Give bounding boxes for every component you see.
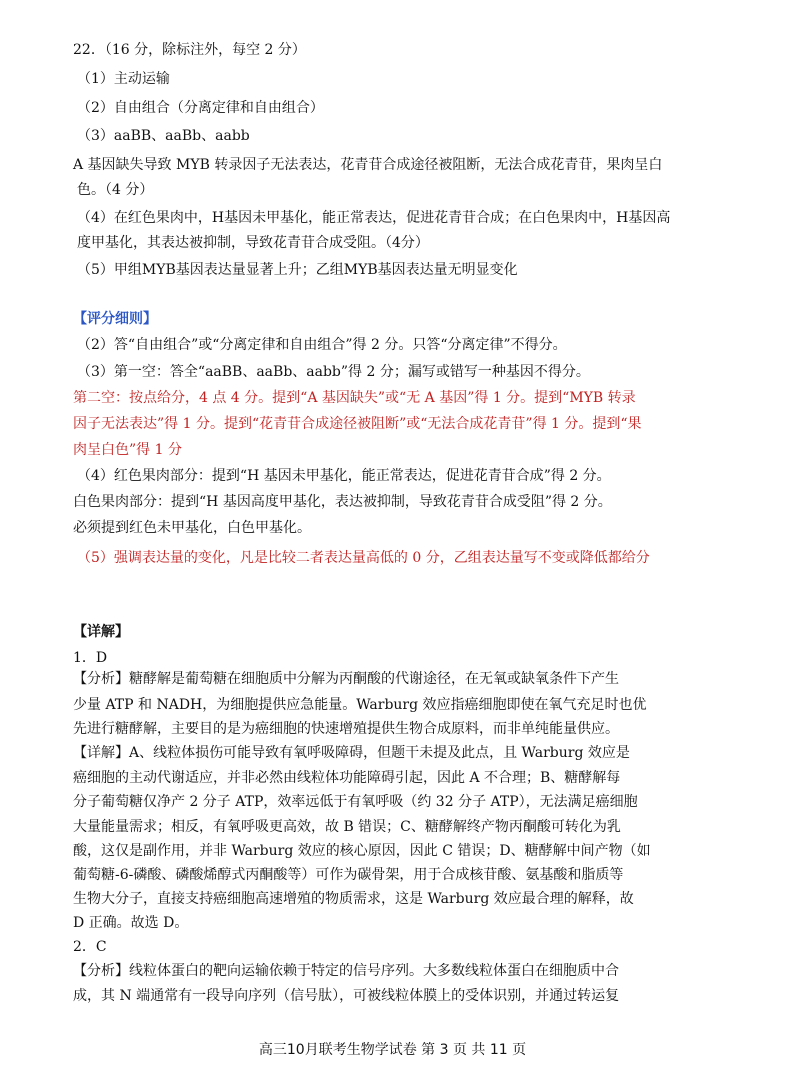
scoring-rule-2: （2）答“自由组合”或“分离定律和自由组合”得 2 分。只答“分离定律”不得分。: [77, 337, 567, 353]
q2-analysis-line: 成，其 N 端通常有一段导向序列（信号肽），可被线粒体膜上的受体识别，并通过转运复: [73, 988, 620, 1004]
answer-4-line-2: 度甲基化，其表达被抑制，导致花青苷合成受阻。（4分）: [77, 235, 429, 251]
q1-analysis-line: 先进行糖酵解，主要目的是为癌细胞的快速增殖提供生物合成原料，而非单纯能量供应。: [73, 721, 619, 737]
scoring-title: 【评分细则】: [73, 311, 157, 327]
scoring-rule-4-line-1: （4）红色果肉部分：提到“H 基因未甲基化，能正常表达，促进花青苷合成”得 2 分。: [77, 468, 611, 484]
scoring-rule-3b-line-1: 第二空：按点给分，4 点 4 分。提到“A 基因缺失”或“无 A 基因”得 1 分。提到“MYB 转录: [73, 390, 636, 406]
answer-2: （2）自由组合（分离定律和自由组合）: [77, 100, 324, 116]
scoring-rule-3b-line-3: 肉呈白色”得 1 分: [73, 442, 182, 458]
q1-detail-line: 癌细胞的主动代谢适应，并非必然由线粒体功能障碍引起，因此 A 不合理；B、糖酵解每: [73, 770, 621, 786]
q1-detail-line: 葡萄糖-6-磷酸、磷酸烯醇式丙酮酸等）可作为碳骨架，用于合成核苷酸、氨基酸和脂质等: [73, 867, 624, 883]
answer-5: （5）甲组MYB基因表达量显著上升；乙组MYB基因表达量无明显变化: [77, 262, 518, 278]
q1-analysis-line: 少量 ATP 和 NADH，为细胞提供应急能量。Warburg 效应指癌细胞即使在氧气充足时也优: [73, 697, 647, 713]
q1-detail-line: 【详解】A、线粒体损伤可能导致有氧呼吸障碍，但题干未提及此点，且 Warburg 效应是: [73, 745, 630, 761]
answer-3: （3）aaBB、aaBb、aabb: [77, 128, 250, 144]
answer-3-explanation-line-2: 色。（4 分）: [77, 182, 154, 198]
q1-analysis-line: 【分析】糖酵解是葡萄糖在细胞质中分解为丙酮酸的代谢途径，在无氧或缺氧条件下产生: [73, 671, 619, 687]
question-1-answer: 1．D: [73, 650, 108, 666]
scoring-rule-3b-line-2: 因子无法表达”得 1 分。提到“花青苷合成途径被阻断”或“无法合成花青苷”得 1 分。提到“果: [73, 416, 642, 432]
q1-detail-line: 生物大分子，直接支持癌细胞高速增殖的物质需求，这是 Warburg 效应最合理的解释，故: [73, 891, 634, 907]
scoring-rule-4-line-3: 必须提到红色未甲基化，白色甲基化。: [73, 520, 311, 536]
q1-conclusion: D 正确。故选 D。: [73, 915, 189, 931]
page-footer: 高三10月联考生物学试卷 第 3 页 共 11 页: [258, 1042, 527, 1058]
q2-analysis-line: 【分析】线粒体蛋白的靶向运输依赖于特定的信号序列。大多数线粒体蛋白在细胞质中合: [73, 963, 619, 979]
question-22-header: 22．（16 分，除标注外，每空 2 分）: [73, 42, 306, 58]
scoring-rule-5: （5）强调表达量的变化，凡是比较二者表达量高低的 0 分，乙组表达量写不变或降低都给分: [77, 550, 650, 566]
answer-1: （1）主动运输: [77, 71, 170, 87]
scoring-rule-4-line-2: 白色果肉部分：提到“H 基因高度甲基化，表达被抑制，导致花青苷合成受阻”得 2 分。: [73, 494, 612, 510]
q1-detail-line: 酸，这仅是副作用，并非 Warburg 效应的核心原因，因此 C 错误；D、糖酵解中间产物（如: [73, 843, 651, 859]
detail-title: 【详解】: [73, 624, 129, 640]
answer-4-line-1: （4）在红色果肉中，H基因未甲基化，能正常表达，促进花青苷合成；在白色果肉中，H基因高: [77, 210, 671, 226]
q1-detail-line: 大量能量需求；相反，有氧呼吸更高效，故 B 错误；C、糖酵解终产物丙酮酸可转化为乳: [73, 819, 621, 835]
scoring-rule-3: （3）第一空：答全“aaBB、aaBb、aabb”得 2 分；漏写或错写一种基因不得分。: [77, 364, 590, 380]
q1-detail-line: 分子葡萄糖仅净产 2 分子 ATP，效率远低于有氧呼吸（约 32 分子 ATP），无法满足癌细胞: [73, 794, 638, 810]
answer-3-explanation-line-1: A 基因缺失导致 MYB 转录因子无法表达，花青苷合成途径被阻断，无法合成花青苷，果肉呈白: [73, 157, 663, 173]
question-2-answer: 2．C: [73, 939, 107, 955]
